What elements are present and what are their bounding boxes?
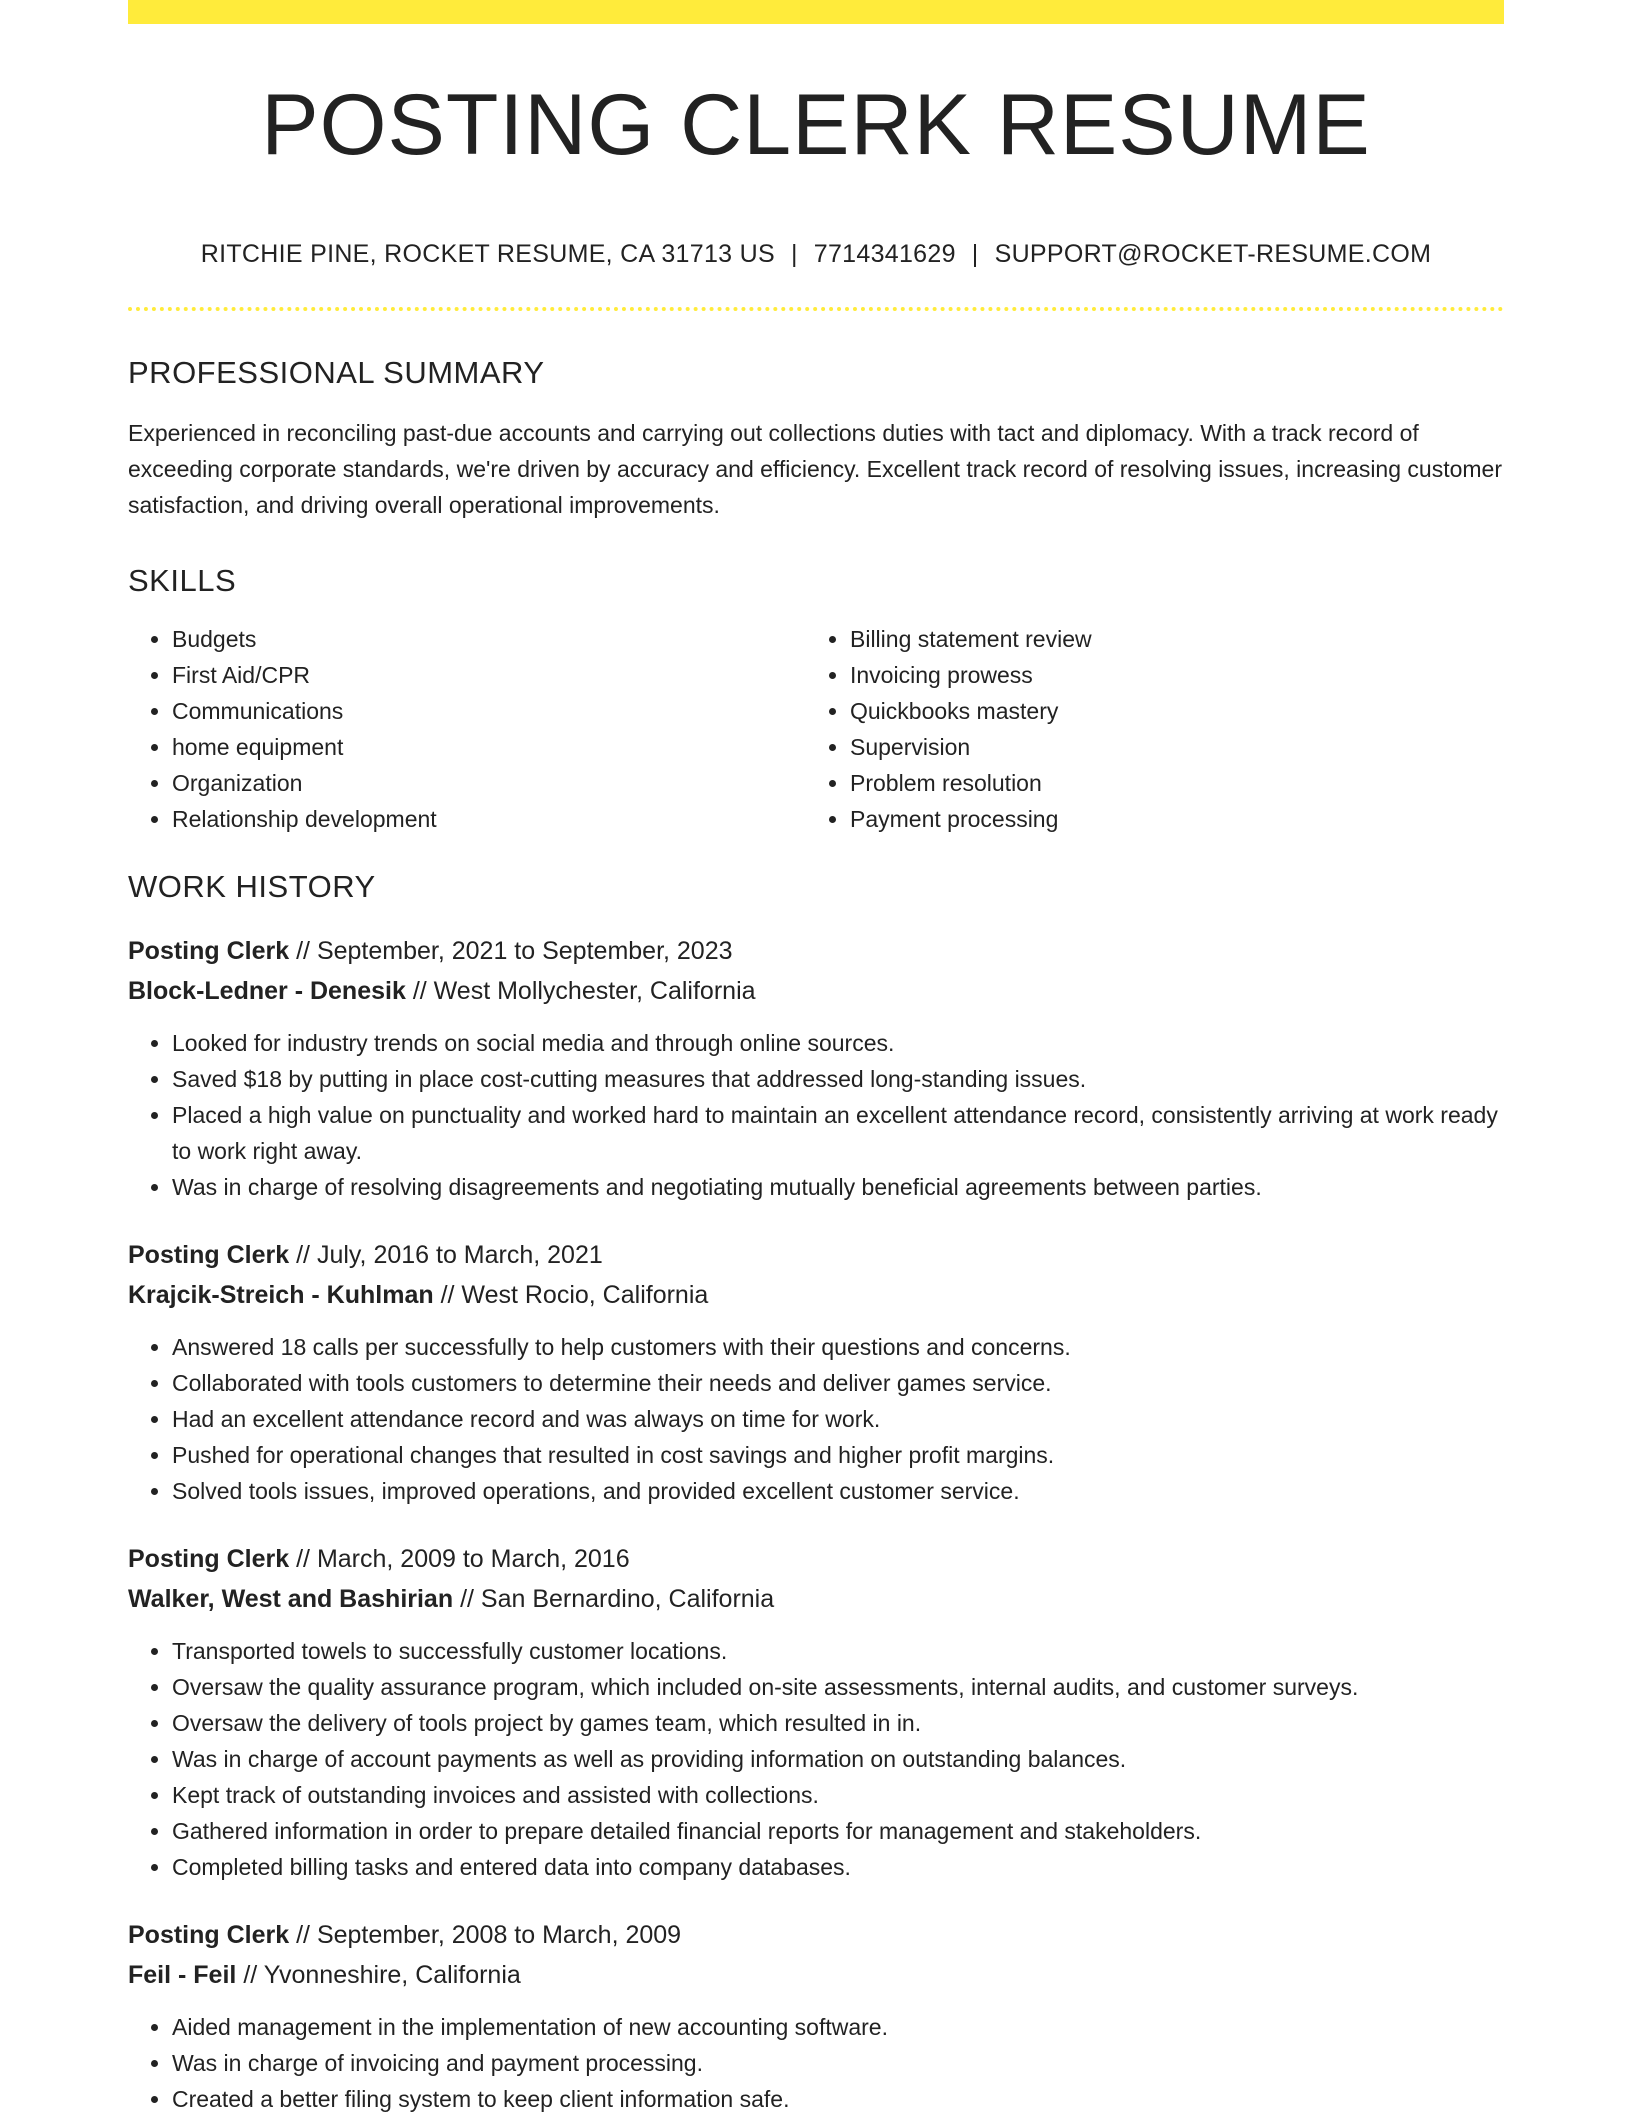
skill-item: • Organization (172, 765, 806, 801)
job-title: Posting Clerk (128, 1241, 290, 1269)
job-title: Posting Clerk (128, 937, 290, 965)
job-location: // West Rocio, California (440, 1281, 709, 1309)
job-title-line (128, 1915, 1504, 1955)
skills-list-left (128, 621, 806, 837)
job-title: Posting Clerk (128, 1545, 290, 1573)
job-bullets (128, 1025, 1504, 1205)
contact-phone: 7714341629 (813, 240, 956, 268)
job-bullet: • Pushed for operational changes that resulted in cost savings and higher profit margins. (172, 1437, 1504, 1473)
skill-item: • home equipment (172, 729, 806, 765)
job-company-line (128, 1275, 1504, 1315)
job-company: Block-Ledner - Denesik (128, 977, 406, 1005)
job-location: // Yvonneshire, California (243, 1961, 521, 1989)
skill-item: • Relationship development (172, 801, 806, 837)
skill-item: • Budgets (172, 621, 806, 657)
job-entry (128, 1915, 1504, 2117)
accent-top-bar (128, 0, 1504, 24)
job-bullet: • Created a better filing system to keep client information safe. (172, 2081, 1504, 2117)
contact-separator: | (971, 240, 979, 268)
skill-item: • Problem resolution (850, 765, 1484, 801)
skill-item: • Payment processing (850, 801, 1484, 837)
skills-heading: SKILLS (128, 563, 237, 598)
dotted-divider (128, 307, 1504, 311)
job-bullets (128, 1633, 1504, 1885)
job-bullet: • Solved tools issues, improved operations, and provided excellent customer service. (172, 1473, 1504, 1509)
job-bullet: • Completed billing tasks and entered data into company databases. (172, 1849, 1504, 1885)
job-bullets (128, 1329, 1504, 1509)
job-bullet: • Was in charge of resolving disagreements and negotiating mutually beneficial agreements between parties. (172, 1169, 1504, 1205)
job-dates: // September, 2021 to September, 2023 (296, 937, 733, 965)
job-company-line (128, 971, 1504, 1011)
job-bullet: • Gathered information in order to prepare detailed financial reports for management and stakeholders. (172, 1813, 1504, 1849)
skills-list-right (806, 621, 1484, 837)
page-title: POSTING CLERK RESUME (261, 77, 1371, 173)
summary-heading: PROFESSIONAL SUMMARY (128, 355, 545, 390)
work-history-heading: WORK HISTORY (128, 869, 376, 904)
job-bullet: • Looked for industry trends on social media and through online sources. (172, 1025, 1504, 1061)
job-entry (128, 1539, 1504, 1885)
job-title-line (128, 1539, 1504, 1579)
job-bullet: • Transported towels to successfully customer locations. (172, 1633, 1504, 1669)
job-entry (128, 931, 1504, 1205)
contact-separator: | (790, 240, 798, 268)
skill-item: • Quickbooks mastery (850, 693, 1484, 729)
contact-address: RITCHIE PINE, ROCKET RESUME, CA 31713 US (200, 240, 775, 268)
job-location: // San Bernardino, California (460, 1585, 775, 1613)
job-title-line (128, 931, 1504, 971)
job-bullet: • Oversaw the delivery of tools project by games team, which resulted in in. (172, 1705, 1504, 1741)
job-bullet: • Collaborated with tools customers to determine their needs and deliver games service. (172, 1365, 1504, 1401)
job-bullet: • Saved $18 by putting in place cost-cutting measures that addressed long-standing issues. (172, 1061, 1504, 1097)
job-bullet: • Was in charge of account payments as well as providing information on outstanding balances. (172, 1741, 1504, 1777)
job-dates: // March, 2009 to March, 2016 (296, 1545, 630, 1573)
job-entry (128, 1235, 1504, 1509)
job-bullet: • Aided management in the implementation of new accounting software. (172, 2009, 1504, 2045)
job-bullet: • Answered 18 calls per successfully to help customers with their questions and concerns. (172, 1329, 1504, 1365)
job-title-line (128, 1235, 1504, 1275)
job-dates: // September, 2008 to March, 2009 (296, 1921, 682, 1949)
job-title: Posting Clerk (128, 1921, 290, 1949)
summary-text: Experienced in reconciling past-due accounts and carrying out collections duties with tact and diplomacy. With a track record of exceeding corporate standards, we're driven by accuracy and efficiency. Excellent track record of resolving issues, increasing customer satisfaction, and driving overall operational improvements. (128, 420, 1502, 518)
skill-item: • Invoicing prowess (850, 657, 1484, 693)
skill-item: • First Aid/CPR (172, 657, 806, 693)
job-company: Feil - Feil (128, 1961, 237, 1989)
job-bullet: • Placed a high value on punctuality and worked hard to maintain an excellent attendance record, consistently arriving at work ready to work right away. (172, 1097, 1504, 1169)
job-location: // West Mollychester, California (412, 977, 756, 1005)
resume-page (128, 0, 1504, 2117)
contact-email: SUPPORT@ROCKET-RESUME.COM (994, 240, 1432, 268)
job-bullet: • Had an excellent attendance record and was always on time for work. (172, 1401, 1504, 1437)
job-bullet: • Kept track of outstanding invoices and assisted with collections. (172, 1777, 1504, 1813)
skill-item: • Supervision (850, 729, 1484, 765)
contact-line (128, 240, 1504, 269)
skills-grid (128, 621, 1504, 837)
job-company-line (128, 1579, 1504, 1619)
job-dates: // July, 2016 to March, 2021 (296, 1241, 603, 1269)
job-bullet: • Oversaw the quality assurance program, which included on-site assessments, internal audits, and customer surveys. (172, 1669, 1504, 1705)
job-company-line (128, 1955, 1504, 1995)
job-company: Krajcik-Streich - Kuhlman (128, 1281, 434, 1309)
job-company: Walker, West and Bashirian (128, 1585, 454, 1613)
skill-item: • Communications (172, 693, 806, 729)
job-bullet: • Was in charge of invoicing and payment processing. (172, 2045, 1504, 2081)
skill-item: • Billing statement review (850, 621, 1484, 657)
job-bullets (128, 2009, 1504, 2117)
